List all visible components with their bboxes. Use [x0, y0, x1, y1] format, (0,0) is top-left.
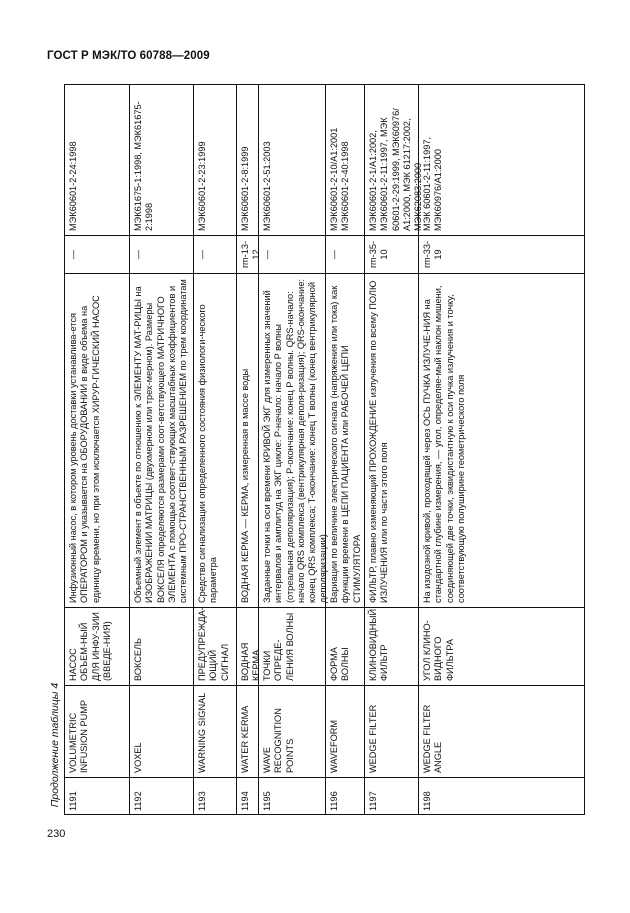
cell-code-text: — — [197, 249, 207, 260]
cell-number-text: 1193 — [197, 791, 207, 811]
cell-term-en-text: VOLUMETRIC INFUSION PUMP — [68, 700, 90, 773]
cell-reference — [259, 85, 325, 235]
cell-reference-text: МЭК60601-2-8:1999 — [240, 146, 250, 231]
cell-reference-text: МЭК60601-2-23:1999 — [197, 141, 207, 231]
cell-definition — [259, 274, 329, 607]
cell-term-en — [259, 686, 325, 777]
cell-term-ru — [130, 608, 193, 685]
cell-definition-text: ФИЛЬТР, плавно изменяющий ПРОХОЖДЕНИЕ излучения по всему ПОЛЮ ИЗЛУЧЕНИЯ или по части этого поля — [368, 280, 390, 603]
cell-term-ru-text: ВОКСЕЛЬ — [133, 637, 143, 681]
cell-number-text: 1198 — [422, 791, 432, 811]
cell-number — [419, 778, 585, 815]
cell-number — [326, 778, 364, 815]
cell-definition — [419, 274, 585, 607]
cell-definition — [65, 274, 129, 607]
cell-term-en-text: WAVEFORM — [329, 719, 339, 773]
cell-number — [365, 778, 418, 815]
cell-code-text: rm-35-10 — [368, 240, 390, 269]
cell-term-en-text: VOXEL — [133, 742, 143, 773]
cell-number-text: 1194 — [240, 791, 250, 811]
cell-term-ru-text: ФОРМА ВОЛНЫ — [329, 647, 351, 681]
cell-reference — [365, 85, 424, 235]
cell-term-ru-text: НАСОС ОБЪЕМ-НЫЙ ДЛЯ ИНФУ-ЗИИ (ВВЕДЕ-НИЯ) — [68, 612, 112, 681]
page-number: 230 — [47, 828, 66, 840]
cell-code — [259, 236, 325, 273]
cell-definition — [130, 274, 193, 607]
cell-number-text: 1197 — [368, 791, 378, 811]
cell-definition-text: На изодозной кривой, проходящей через ОСЬ ПУЧКА ИЗЛУЧЕ-НИЯ на стандартной глубине измерения, — угол, определяе-мый наклон мишени, соединяющей две точки, эквидистантную к оси пучка излучения и точку, соответствующую полуширине геометрического поля — [422, 285, 466, 603]
cell-number — [194, 778, 236, 815]
document-header: ГОСТ Р МЭК/ТО 60788—2009 — [47, 50, 210, 62]
cell-term-en — [365, 686, 418, 777]
cell-term-ru-text: ПРЕДУПРЕЖДА-ЮЩИЙ СИГНАЛ — [197, 607, 230, 681]
cell-term-en-text: WEDGE FILTER — [368, 704, 378, 773]
table-caption: Продолжение таблицы 4 — [49, 682, 61, 808]
cell-code — [365, 236, 418, 273]
cell-reference-text: МЭК60601-2-1/А1:2002, МЭК60601-2-11:1997, МЭК 60601-2-29:1999, МЭК60976/А1:2000, МЭК 61217:2002, МЭК62083:2000 — [368, 108, 424, 231]
cell-term-ru — [365, 608, 418, 685]
cell-number-text: 1196 — [329, 791, 339, 811]
cell-definition-text: ВОДНАЯ КЕРМА — КЕРМА, измеренная в массе воды — [240, 368, 250, 603]
cell-number — [259, 778, 325, 815]
cell-term-ru — [259, 608, 325, 685]
cell-reference — [237, 85, 258, 235]
cell-term-ru-text: ВОДНАЯ КЕРМА — [240, 642, 262, 681]
cell-number-text: 1195 — [262, 791, 272, 811]
cell-code — [326, 236, 364, 273]
cell-reference-text: МЭК60601-2-10/А1:2001 МЭК60601-2-40:1998 — [329, 127, 351, 231]
cell-code — [194, 236, 236, 273]
cell-number-text: 1192 — [133, 791, 143, 811]
cell-term-en-text: WAVE RECOGNITION POINTS — [262, 708, 295, 773]
cell-definition — [326, 274, 364, 607]
cell-definition-text: Заданные точки на оси времени КРИВОЙ ЭКГ для измеренных значений интервалов и амплитуд на ЭКГ цикле: P-начало: начало P волны (отреальная деполяризация); P-окончание: конец P волны. QRS-начало: начало QRS комплекса (вентрикулярная деполя-ризация); QRS-окончание: конец QRS комплекса; T-окончание: конец T волны (конец вентрикулярной деполяризации) — [262, 279, 329, 603]
cell-definition-text: Средство сигнализации определенного состояния физиологи-ческого параметра — [197, 304, 219, 603]
cell-code — [237, 236, 262, 273]
cell-reference — [130, 85, 193, 235]
cell-number — [130, 778, 193, 815]
cell-code-text: — — [68, 249, 78, 260]
cell-term-ru-text: ТОЧКИ ОПРЕДЕ-ЛЕНИЯ ВОЛНЫ — [262, 612, 295, 681]
cell-term-en-text: WEDGE FILTER ANGLE — [422, 704, 444, 773]
cell-code-text: — — [329, 249, 339, 260]
cell-term-ru — [65, 608, 129, 685]
cell-term-en — [419, 686, 585, 777]
table-caption-wrap — [46, 676, 64, 814]
cell-reference-text: МЭК 60601-2-11:1997, МЭК60976/А1:2000 — [422, 136, 444, 231]
cell-term-en — [194, 686, 236, 777]
cell-term-ru — [326, 608, 364, 685]
cell-number-text: 1191 — [68, 791, 78, 811]
cell-term-ru-text: УГОЛ КЛИНО-ВИДНОГО ФИЛЬТРА — [422, 620, 455, 681]
cell-definition — [365, 274, 418, 607]
cell-code-text: rm-13-12 — [240, 240, 262, 269]
cell-definition — [237, 274, 258, 607]
cell-term-en — [326, 686, 364, 777]
cell-term-en — [237, 686, 258, 777]
cell-reference — [65, 85, 129, 235]
terms-table — [64, 84, 585, 815]
cell-definition — [194, 274, 236, 607]
cell-term-en — [130, 686, 193, 777]
cell-code-text: — — [133, 249, 143, 260]
cell-term-en-text: WATER KERMA — [240, 705, 250, 773]
cell-code — [130, 236, 193, 273]
cell-code-text: rm-33-19 — [422, 240, 444, 269]
cell-definition-text: Инфузионный насос, в котором уровень доставки устанавлива-ется ОПЕРАТОРОМ и указывается на ОБОРУДОВАНИИ в виде объема на единицу времени, но при этом исключается ХИРУР-ГИЧЕСКИЙ НАСОС — [68, 295, 101, 603]
cell-code-text: — — [262, 249, 272, 260]
cell-term-ru — [194, 608, 236, 685]
cell-definition-text: Объемный элемент в объекте по отношению к ЭЛЕМЕНТУ МАТ-РИЦЫ на ИЗОБРАЖЕНИИ МАТРИЦЫ (двухмерном или трех-мерном). Размеры ВОКСЕЛЯ определяются размерами соот-ветствующего МАТРИЧНОГО ЭЛЕМЕНТА с помощью соответ-ствующих масштабных коэффициентов и системным ПРО-СТРАНСТВЕННЫМ РАЗРЕШЕНИЕМ по трем координатам — [133, 279, 189, 603]
cell-reference — [194, 85, 236, 235]
cell-reference — [419, 85, 585, 235]
cell-term-en — [65, 686, 129, 777]
cell-term-ru-text: КЛИНОВИДНЫЙ ФИЛЬТР — [368, 608, 390, 681]
cell-reference-text: МЭК60601-2-51:2003 — [262, 141, 272, 231]
cell-term-en-text: WARNING SIGNAL — [197, 692, 207, 773]
cell-definition-text: Вариации по величине электрического сигнала (напряжения или тока) как функции времени в ЦЕПИ ПАЦИЕНТА или РАБОЧЕЙ ЦЕПИ СТИМУЛЯТОРА — [329, 285, 362, 603]
cell-term-ru — [419, 608, 585, 685]
cell-number — [237, 778, 258, 815]
cell-code — [419, 236, 585, 273]
cell-reference-text: МЭК61675-1:1998, МЭК61675-2:1998 — [133, 101, 155, 231]
cell-code — [65, 236, 129, 273]
cell-number — [65, 778, 129, 815]
cell-reference-text: МЭК60601-2-24:1998 — [68, 141, 78, 231]
cell-reference — [326, 85, 364, 235]
cell-term-ru — [237, 608, 262, 685]
